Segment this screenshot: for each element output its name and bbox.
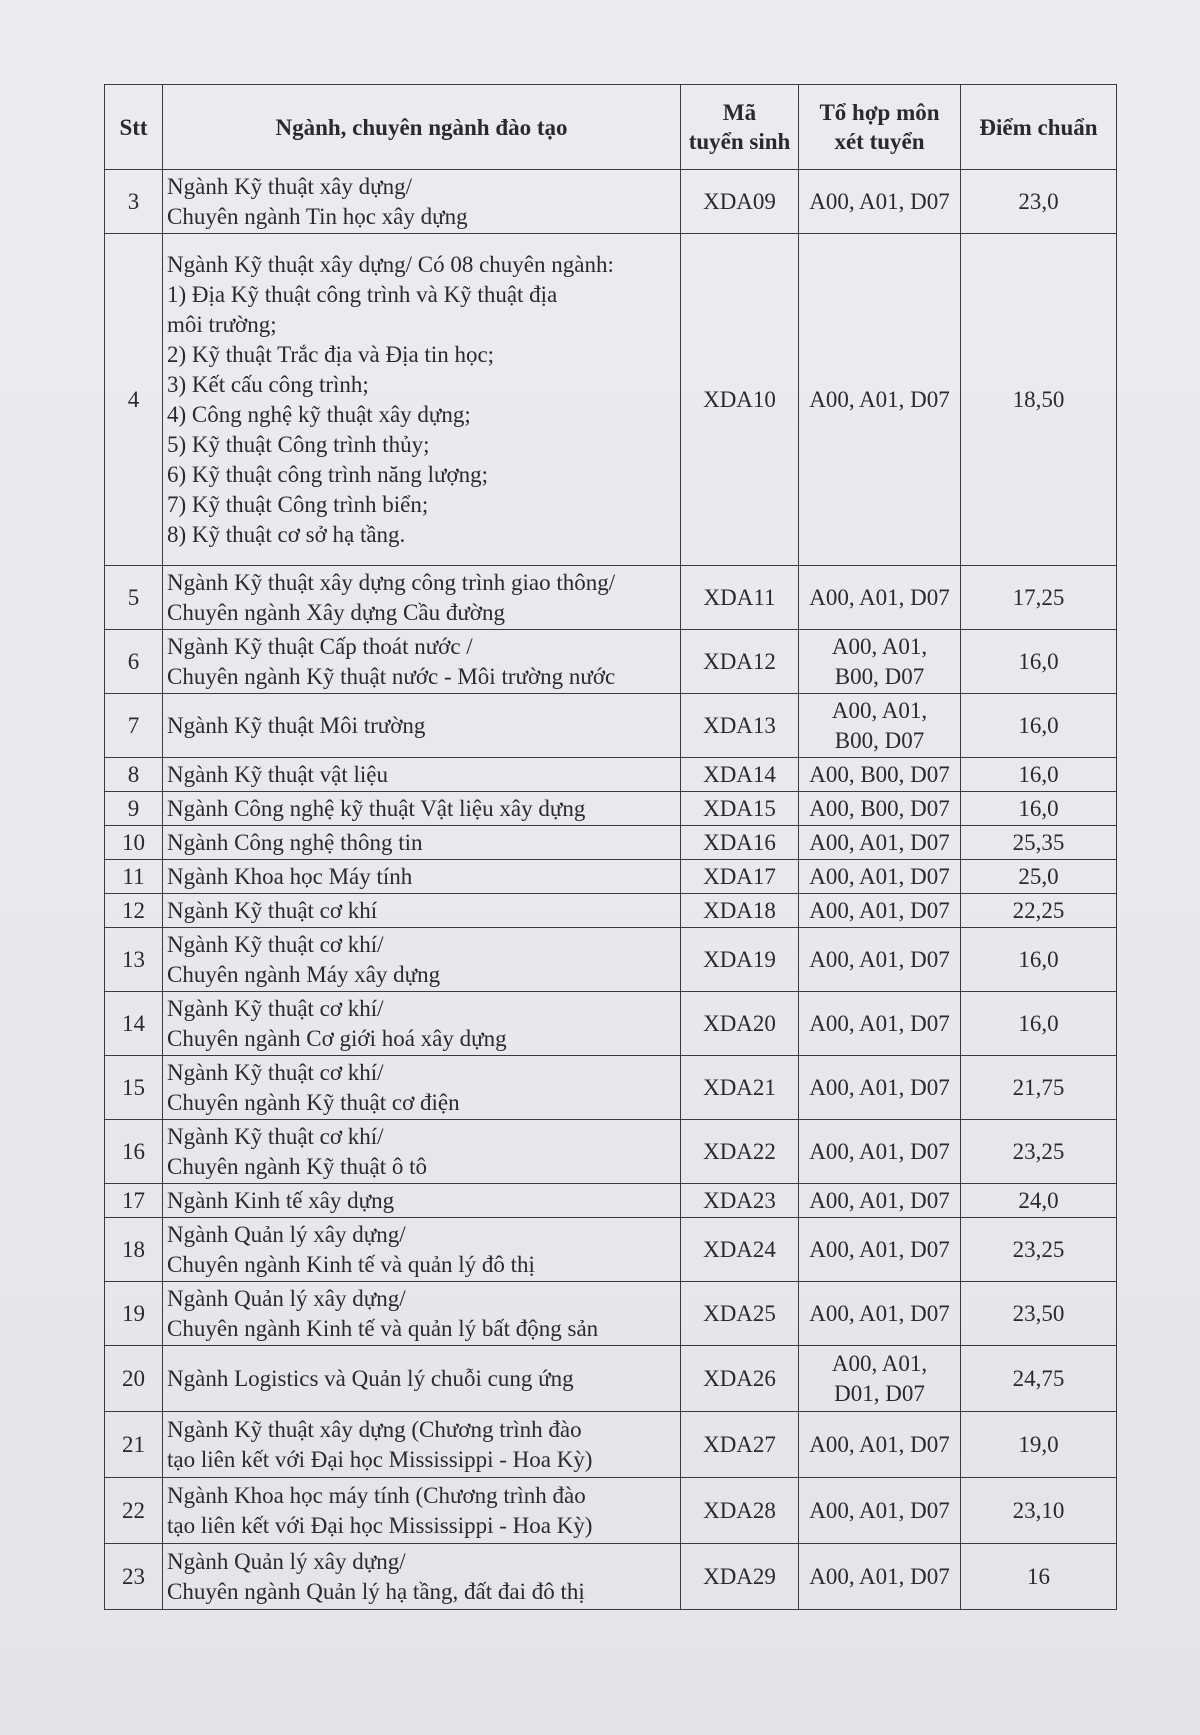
program-line: Ngành Kỹ thuật cơ khí	[167, 897, 378, 923]
row-subject-combinations	[799, 1056, 961, 1120]
row-subject-combinations	[799, 860, 961, 894]
program-line: Ngành Kỹ thuật cơ khí/	[167, 931, 384, 957]
table-row	[105, 860, 1117, 894]
program-line: Chuyên ngành Kỹ thuật nước - Môi trường nước	[167, 663, 616, 689]
subjects-line: D01, D07	[834, 1380, 925, 1406]
program-line: tạo liên kết với Đại học Mississippi - Hoa Kỳ)	[167, 1512, 593, 1538]
program-line: Ngành Kỹ thuật xây dựng/	[167, 173, 412, 199]
subjects-line: A00, A01,	[831, 633, 928, 659]
row-stt: 19	[105, 1282, 163, 1346]
subjects-line: A00, A01, D07	[809, 863, 950, 889]
program-line: Ngành Kỹ thuật xây dựng/ Có 08 chuyên ngành:	[167, 251, 614, 277]
row-stt: 20	[105, 1346, 163, 1412]
row-admission-code: XDA09	[681, 170, 799, 234]
row-stt: 17	[105, 1184, 163, 1218]
row-subject-combinations	[799, 1346, 961, 1412]
subjects-line: A00, A01, D07	[809, 829, 950, 855]
subjects-line: A00, A01,	[831, 697, 928, 723]
table-body	[105, 170, 1117, 1610]
row-cutoff-score: 21,75	[961, 1056, 1117, 1120]
subjects-line: A00, A01, D07	[809, 188, 950, 214]
program-line: Chuyên ngành Xây dựng Cầu đường	[167, 599, 505, 625]
subjects-line: A00, A01, D07	[809, 1187, 950, 1213]
row-subject-combinations	[799, 234, 961, 566]
row-program	[163, 1056, 681, 1120]
row-stt: 22	[105, 1478, 163, 1544]
row-subject-combinations	[799, 1120, 961, 1184]
row-program	[163, 1184, 681, 1218]
header-program: Ngành, chuyên ngành đào tạo	[163, 85, 681, 170]
table-row	[105, 758, 1117, 792]
row-program	[163, 630, 681, 694]
program-line: Ngành Quản lý xây dựng/	[167, 1548, 406, 1574]
program-line: Chuyên ngành Kinh tế và quản lý đô thị	[167, 1251, 535, 1277]
header-stt: Stt	[105, 85, 163, 170]
subjects-line: A00, A01, D07	[809, 1074, 950, 1100]
row-stt: 23	[105, 1544, 163, 1610]
row-cutoff-score: 25,35	[961, 826, 1117, 860]
program-line: 4) Công nghệ kỹ thuật xây dựng;	[167, 401, 471, 427]
program-line: Ngành Kỹ thuật Môi trường	[167, 712, 426, 738]
table-row	[105, 1218, 1117, 1282]
row-subject-combinations	[799, 894, 961, 928]
row-subject-combinations	[799, 1412, 961, 1478]
row-subject-combinations	[799, 1218, 961, 1282]
row-cutoff-score: 17,25	[961, 566, 1117, 630]
row-subject-combinations	[799, 1184, 961, 1218]
table-row	[105, 1120, 1117, 1184]
program-line: Chuyên ngành Kỹ thuật cơ điện	[167, 1089, 460, 1115]
row-program	[163, 1412, 681, 1478]
row-program	[163, 694, 681, 758]
row-stt: 12	[105, 894, 163, 928]
program-line: Ngành Khoa học Máy tính	[167, 863, 413, 889]
row-admission-code: XDA23	[681, 1184, 799, 1218]
row-stt: 18	[105, 1218, 163, 1282]
table-row	[105, 928, 1117, 992]
table-header-row	[105, 85, 1117, 170]
program-line: 6) Kỹ thuật công trình năng lượng;	[167, 461, 489, 487]
row-subject-combinations	[799, 992, 961, 1056]
row-program	[163, 1120, 681, 1184]
row-stt: 9	[105, 792, 163, 826]
row-admission-code: XDA28	[681, 1478, 799, 1544]
header-subjects-line: xét tuyển	[834, 129, 925, 154]
row-admission-code: XDA12	[681, 630, 799, 694]
subjects-line: A00, A01, D07	[809, 1236, 950, 1262]
row-cutoff-score: 23,10	[961, 1478, 1117, 1544]
row-program	[163, 234, 681, 566]
row-cutoff-score: 25,0	[961, 860, 1117, 894]
header-code-line: Mã	[722, 100, 757, 125]
row-admission-code: XDA15	[681, 792, 799, 826]
subjects-line: A00, A01, D07	[809, 1300, 950, 1326]
table-row	[105, 1282, 1117, 1346]
row-subject-combinations	[799, 826, 961, 860]
row-admission-code: XDA10	[681, 234, 799, 566]
row-cutoff-score: 24,75	[961, 1346, 1117, 1412]
table-row	[105, 694, 1117, 758]
row-cutoff-score: 16,0	[961, 758, 1117, 792]
program-line: môi trường;	[167, 311, 277, 337]
row-subject-combinations	[799, 792, 961, 826]
header-subjects	[799, 85, 961, 170]
subjects-line: A00, A01, D07	[809, 1010, 950, 1036]
row-subject-combinations	[799, 1282, 961, 1346]
header-score: Điểm chuẩn	[961, 85, 1117, 170]
row-stt: 21	[105, 1412, 163, 1478]
program-line: Chuyên ngành Quản lý hạ tầng, đất đai đô thị	[167, 1578, 585, 1604]
table-row	[105, 1544, 1117, 1610]
row-cutoff-score: 24,0	[961, 1184, 1117, 1218]
table-row	[105, 1056, 1117, 1120]
program-line: Chuyên ngành Kỹ thuật ô tô	[167, 1153, 427, 1179]
subjects-line: A00, A01, D07	[809, 386, 950, 412]
table-row	[105, 1346, 1117, 1412]
row-subject-combinations	[799, 170, 961, 234]
row-program	[163, 566, 681, 630]
subjects-line: A00, A01,	[831, 1350, 928, 1376]
row-stt: 11	[105, 860, 163, 894]
subjects-line: A00, A01, D07	[809, 946, 950, 972]
row-admission-code: XDA18	[681, 894, 799, 928]
subjects-line: A00, A01, D07	[809, 1497, 950, 1523]
row-admission-code: XDA22	[681, 1120, 799, 1184]
table-row	[105, 894, 1117, 928]
row-subject-combinations	[799, 928, 961, 992]
row-cutoff-score: 16,0	[961, 928, 1117, 992]
row-program	[163, 1346, 681, 1412]
program-line: Ngành Kỹ thuật cơ khí/	[167, 995, 384, 1021]
program-line: 5) Kỹ thuật Công trình thủy;	[167, 431, 430, 457]
table-row	[105, 170, 1117, 234]
row-admission-code: XDA26	[681, 1346, 799, 1412]
subjects-line: A00, A01, D07	[809, 1431, 950, 1457]
row-program	[163, 1478, 681, 1544]
table-row	[105, 1412, 1117, 1478]
row-subject-combinations	[799, 758, 961, 792]
row-cutoff-score: 22,25	[961, 894, 1117, 928]
program-line: 2) Kỹ thuật Trắc địa và Địa tin học;	[167, 341, 495, 367]
row-stt: 14	[105, 992, 163, 1056]
program-line: Ngành Kỹ thuật cơ khí/	[167, 1123, 384, 1149]
admission-score-table	[104, 84, 1117, 1610]
row-cutoff-score: 23,50	[961, 1282, 1117, 1346]
row-admission-code: XDA19	[681, 928, 799, 992]
row-admission-code: XDA14	[681, 758, 799, 792]
table-row	[105, 826, 1117, 860]
row-stt: 8	[105, 758, 163, 792]
row-cutoff-score: 23,25	[961, 1120, 1117, 1184]
program-line: Chuyên ngành Máy xây dựng	[167, 961, 441, 987]
program-line: Ngành Kỹ thuật vật liệu	[167, 761, 389, 787]
row-cutoff-score: 16	[961, 1544, 1117, 1610]
row-program	[163, 1544, 681, 1610]
program-line: 7) Kỹ thuật Công trình biển;	[167, 491, 429, 517]
row-admission-code: XDA29	[681, 1544, 799, 1610]
row-cutoff-score: 16,0	[961, 792, 1117, 826]
row-cutoff-score: 23,25	[961, 1218, 1117, 1282]
row-admission-code: XDA25	[681, 1282, 799, 1346]
row-admission-code: XDA17	[681, 860, 799, 894]
row-stt: 10	[105, 826, 163, 860]
subjects-line: A00, A01, D07	[809, 1563, 950, 1589]
table-row	[105, 992, 1117, 1056]
table-row	[105, 566, 1117, 630]
subjects-line: A00, B00, D07	[809, 795, 950, 821]
program-line: 3) Kết cấu công trình;	[167, 371, 369, 397]
row-stt: 7	[105, 694, 163, 758]
row-program	[163, 1218, 681, 1282]
row-subject-combinations	[799, 630, 961, 694]
program-line: 8) Kỹ thuật cơ sở hạ tầng.	[167, 521, 406, 547]
row-admission-code: XDA11	[681, 566, 799, 630]
row-admission-code: XDA20	[681, 992, 799, 1056]
row-stt: 16	[105, 1120, 163, 1184]
program-line: Ngành Kỹ thuật cơ khí/	[167, 1059, 384, 1085]
program-line: Chuyên ngành Cơ giới hoá xây dựng	[167, 1025, 507, 1051]
program-line: Ngành Công nghệ kỹ thuật Vật liệu xây dựng	[167, 795, 586, 821]
row-subject-combinations	[799, 1544, 961, 1610]
row-stt: 15	[105, 1056, 163, 1120]
row-cutoff-score: 16,0	[961, 630, 1117, 694]
subjects-line: A00, B00, D07	[809, 761, 950, 787]
header-subjects-line: Tổ hợp môn	[819, 100, 940, 125]
table-row	[105, 1478, 1117, 1544]
program-line: Ngành Kinh tế xây dựng	[167, 1187, 395, 1213]
row-admission-code: XDA24	[681, 1218, 799, 1282]
program-line: Ngành Quản lý xây dựng/	[167, 1285, 406, 1311]
program-line: Ngành Logistics và Quản lý chuỗi cung ứng	[167, 1365, 574, 1391]
program-line: Ngành Khoa học máy tính (Chương trình đào	[167, 1482, 586, 1508]
row-stt: 4	[105, 234, 163, 566]
row-program	[163, 860, 681, 894]
program-line: Chuyên ngành Tin học xây dựng	[167, 203, 468, 229]
row-subject-combinations	[799, 694, 961, 758]
table-row	[105, 630, 1117, 694]
row-stt: 13	[105, 928, 163, 992]
header-code-line: tuyển sinh	[688, 129, 791, 154]
row-cutoff-score: 16,0	[961, 992, 1117, 1056]
row-admission-code: XDA16	[681, 826, 799, 860]
header-code	[681, 85, 799, 170]
program-line: Ngành Quản lý xây dựng/	[167, 1221, 406, 1247]
program-line: Ngành Kỹ thuật Cấp thoát nước /	[167, 633, 473, 659]
row-program	[163, 1282, 681, 1346]
row-program	[163, 992, 681, 1056]
row-program	[163, 928, 681, 992]
table-row	[105, 792, 1117, 826]
program-line: tạo liên kết với Đại học Mississippi - Hoa Kỳ)	[167, 1446, 593, 1472]
program-line: Ngành Kỹ thuật xây dựng (Chương trình đào	[167, 1416, 582, 1442]
row-cutoff-score: 18,50	[961, 234, 1117, 566]
row-subject-combinations	[799, 566, 961, 630]
row-program	[163, 758, 681, 792]
row-stt: 6	[105, 630, 163, 694]
row-program	[163, 894, 681, 928]
program-line: Ngành Công nghệ thông tin	[167, 829, 423, 855]
row-admission-code: XDA21	[681, 1056, 799, 1120]
table-row	[105, 1184, 1117, 1218]
row-stt: 3	[105, 170, 163, 234]
subjects-line: A00, A01, D07	[809, 1138, 950, 1164]
subjects-line: B00, D07	[834, 663, 925, 689]
row-admission-code: XDA13	[681, 694, 799, 758]
row-cutoff-score: 16,0	[961, 694, 1117, 758]
row-cutoff-score: 23,0	[961, 170, 1117, 234]
row-program	[163, 170, 681, 234]
subjects-line: A00, A01, D07	[809, 584, 950, 610]
row-cutoff-score: 19,0	[961, 1412, 1117, 1478]
program-line: Chuyên ngành Kinh tế và quản lý bất động sản	[167, 1315, 599, 1341]
table-row	[105, 234, 1117, 566]
program-line: 1) Địa Kỹ thuật công trình và Kỹ thuật địa	[167, 281, 558, 307]
subjects-line: B00, D07	[834, 727, 925, 753]
row-stt: 5	[105, 566, 163, 630]
row-subject-combinations	[799, 1478, 961, 1544]
row-program	[163, 792, 681, 826]
row-admission-code: XDA27	[681, 1412, 799, 1478]
subjects-line: A00, A01, D07	[809, 897, 950, 923]
row-program	[163, 826, 681, 860]
program-line: Ngành Kỹ thuật xây dựng công trình giao thông/	[167, 569, 616, 595]
